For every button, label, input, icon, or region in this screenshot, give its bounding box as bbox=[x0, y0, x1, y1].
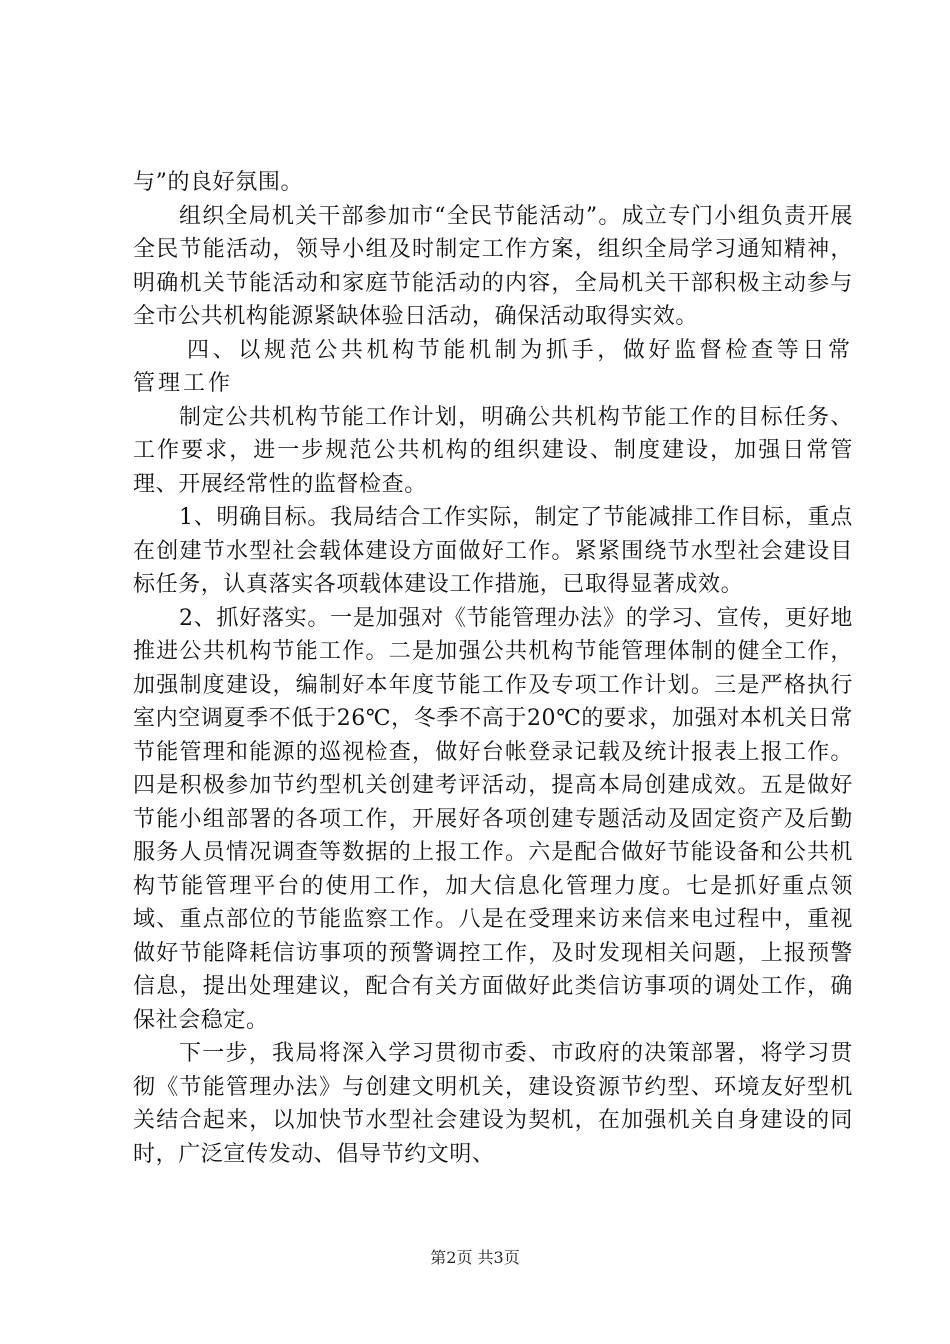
paragraph-implementation: 2、抓好落实。一是加强对《节能管理办法》的学习、宣传，更好地推进公共机构节能工作。二是加强公共机构节能管理体制的健全工作，加强制度建设，编制好本年度节能工作及专项工作计划。三是严格执行室内空调夏季不低于26℃，冬季不高于20℃的要求，加强对本机关日常节能管理和能源的巡视检查，做好台帐登录记载及统计报表上报工作。四是积极参加节约型机关创建考评活动，提高本局创建成效。五是做好节能小组部署的各项工作，开展好各项创建专题活动及固定资产及后勤服务人员情况调查等数据的上报工作。六是配合做好节能设备和公共机构节能管理平台的使用工作，加大信息化管理力度。七是抓好重点领域、重点部位的节能监察工作。八是在受理来访来信来电过程中，重视做好节能降耗信访事项的预警调控工作，及时发现相关问题，上报预警信息，提出处理建议，配合有关方面做好此类信访事项的调处工作，确保社会稳定。 bbox=[133, 605, 853, 1033]
section-heading-four: 四、以规范公共机构节能机制为抓手，做好监督检查等日常管理工作 bbox=[133, 337, 853, 396]
paragraph-work-plan: 制定公共机构节能工作计划，明确公共机构节能工作的目标任务、工作要求，进一步规范公共机构的组织建设、制度建设，加强日常管理、开展经常性的监督检查。 bbox=[133, 404, 853, 497]
paragraph-next-steps: 下一步，我局将深入学习贯彻市委、市政府的决策部署，将学习贯彻《节能管理办法》与创建文明机关，建设资源节约型、环境友好型机关结合起来，以加快节水型社会建设为契机，在加强机关自身建设的同时，广泛宣传发动、倡导节约文明、 bbox=[133, 1041, 853, 1167]
paragraph-continuation: 与”的良好氛围。 bbox=[133, 170, 304, 195]
document-body bbox=[133, 166, 853, 1171]
page-number-footer: 第2页 共3页 bbox=[430, 1248, 520, 1267]
paragraph-clear-goals: 1、明确目标。我局结合工作实际，制定了节能减排工作目标，重点在创建节水型社会载体建设方面做好工作。紧紧围绕节水型社会建设目标任务，认真落实各项载体建设工作措施，已取得显著成效。 bbox=[133, 505, 853, 597]
paragraph-energy-activity: 组织全局机关干部参加市“全民节能活动”。成立专门小组负责开展全民节能活动，领导小组及时制定工作方案，组织全局学习通知精神，明确机关节能活动和家庭节能活动的内容，全局机关干部积极主动参与全市公共机构能源紧缺体验日活动，确保活动取得实效。 bbox=[133, 203, 853, 329]
